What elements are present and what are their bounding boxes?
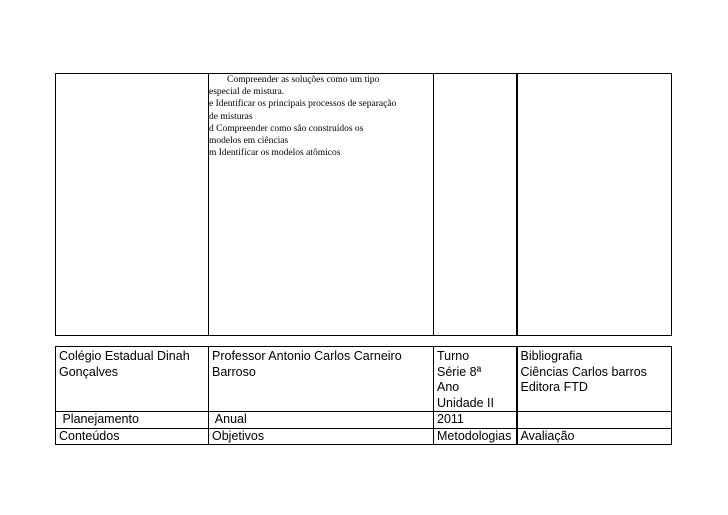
- bibliography-label: Bibliografia: [520, 349, 583, 363]
- lesson-plan-table-top: [55, 73, 672, 336]
- metodologias-cell: [434, 74, 517, 336]
- column-header-objetivos: Objetivos: [209, 428, 434, 445]
- school-name: Colégio Estadual Dinah: [59, 349, 190, 363]
- class-info-cell: [434, 347, 517, 412]
- objective-line: m Identificar os modelos atômicos: [209, 148, 341, 159]
- planning-year: 2011: [434, 412, 517, 429]
- objective-line: de misturas: [209, 111, 253, 122]
- turno-label: Turno: [437, 349, 470, 363]
- teacher-cell: [209, 347, 434, 412]
- book-title: Ciências Carlos barros: [520, 364, 647, 379]
- school-name-cont: Gonçalves: [59, 364, 119, 379]
- objective-line: e Identificar os principais processos de separação: [209, 99, 397, 110]
- teacher-name: Professor Antonio Carlos Carneiro: [212, 349, 402, 363]
- teacher-name-cont: Barroso: [212, 364, 256, 379]
- planning-label: Planejamento: [56, 412, 209, 429]
- school-cell: [56, 347, 209, 412]
- conteudos-cell: [56, 74, 209, 336]
- column-header-avaliacao: Avaliação: [517, 428, 672, 445]
- objective-line: Compreender as soluções como um tipo: [227, 75, 380, 85]
- column-header-conteudos: Conteúdos: [56, 428, 209, 445]
- ano-label: Ano: [437, 380, 460, 394]
- objective-line: modelos em ciências: [209, 136, 289, 147]
- objectives-cell: [209, 74, 434, 336]
- unidade-label: Unidade II: [437, 395, 494, 410]
- serie-label: Série 8ª: [437, 364, 482, 379]
- bibliography-cell: [517, 347, 672, 412]
- lesson-plan-table-header: [55, 346, 672, 445]
- column-header-metodologias: Metodologias: [434, 428, 517, 445]
- publisher: Editora FTD: [520, 380, 588, 394]
- planning-empty: [517, 412, 672, 429]
- objective-line: especial de mistura.: [209, 87, 285, 98]
- avaliacao-cell: [517, 74, 672, 336]
- planning-period: Anual: [209, 412, 434, 429]
- objective-line: d Compreender como são construídos os: [209, 123, 364, 134]
